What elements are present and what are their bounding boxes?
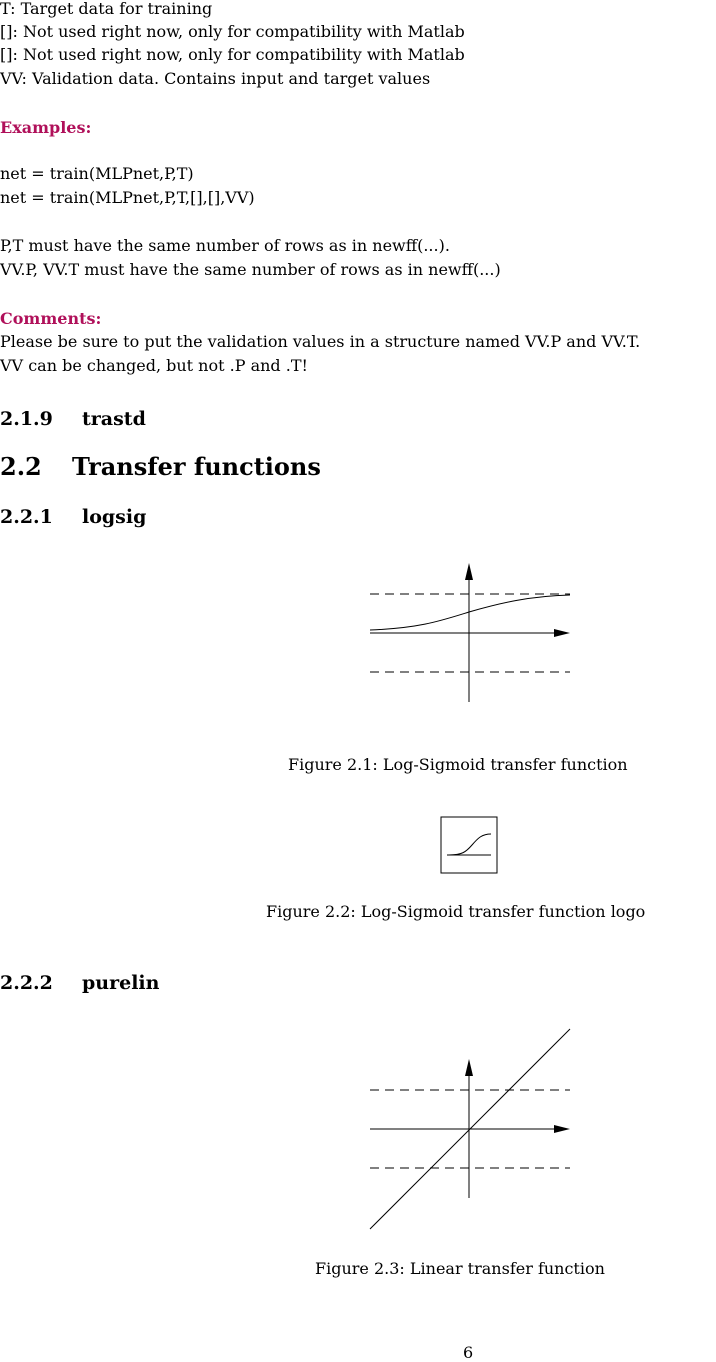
comments-heading: Comments: bbox=[0, 309, 102, 328]
figure-2-1-caption: Figure 2.1: Log-Sigmoid transfer function bbox=[288, 755, 628, 774]
example-code-line-1: net = train(MLPnet,P,T) bbox=[0, 164, 194, 183]
logsig-logo-curve bbox=[449, 834, 491, 855]
section-number: 2.2.1 bbox=[0, 506, 53, 528]
logsig-logo-box bbox=[441, 817, 497, 873]
x-axis-arrowhead bbox=[554, 629, 570, 637]
section-heading-purelin bbox=[0, 972, 159, 994]
y-axis-arrowhead bbox=[465, 563, 473, 580]
figure-2-3-caption: Figure 2.3: Linear transfer function bbox=[315, 1259, 605, 1278]
y-axis-arrowhead bbox=[465, 1059, 473, 1076]
example-note-line-1: P,T must have the same number of rows as in newff(...). bbox=[0, 236, 450, 255]
section-number: 2.2 bbox=[0, 452, 42, 481]
param-line-vv: VV: Validation data. Contains input and target values bbox=[0, 69, 431, 88]
sigmoid-curve bbox=[370, 595, 570, 630]
section-number: 2.1.9 bbox=[0, 408, 53, 430]
comment-line-2: VV can be changed, but not .P and .T! bbox=[0, 356, 308, 375]
x-axis-arrowhead bbox=[554, 1125, 570, 1133]
param-line-t: T: Target data for training bbox=[0, 0, 213, 18]
section-title: Transfer functions bbox=[72, 452, 321, 481]
comment-line-1: Please be sure to put the validation values in a structure named VV.P and VV.T. bbox=[0, 332, 641, 351]
section-title: trastd bbox=[82, 408, 146, 430]
param-line-empty-2: []: Not used right now, only for compatibility with Matlab bbox=[0, 45, 465, 64]
examples-heading: Examples: bbox=[0, 118, 92, 137]
page-number: 6 bbox=[463, 1343, 474, 1362]
example-code-line-2: net = train(MLPnet,P,T,[],[],VV) bbox=[0, 188, 255, 207]
section-title: logsig bbox=[82, 506, 147, 528]
section-number: 2.2.2 bbox=[0, 972, 53, 994]
figure-2-2-caption: Figure 2.2: Log-Sigmoid transfer function logo bbox=[266, 902, 646, 921]
section-title: purelin bbox=[82, 972, 160, 994]
param-line-empty-1: []: Not used right now, only for compatibility with Matlab bbox=[0, 22, 465, 41]
example-note-line-2: VV.P, VV.T must have the same number of rows as in newff(...) bbox=[0, 260, 501, 279]
